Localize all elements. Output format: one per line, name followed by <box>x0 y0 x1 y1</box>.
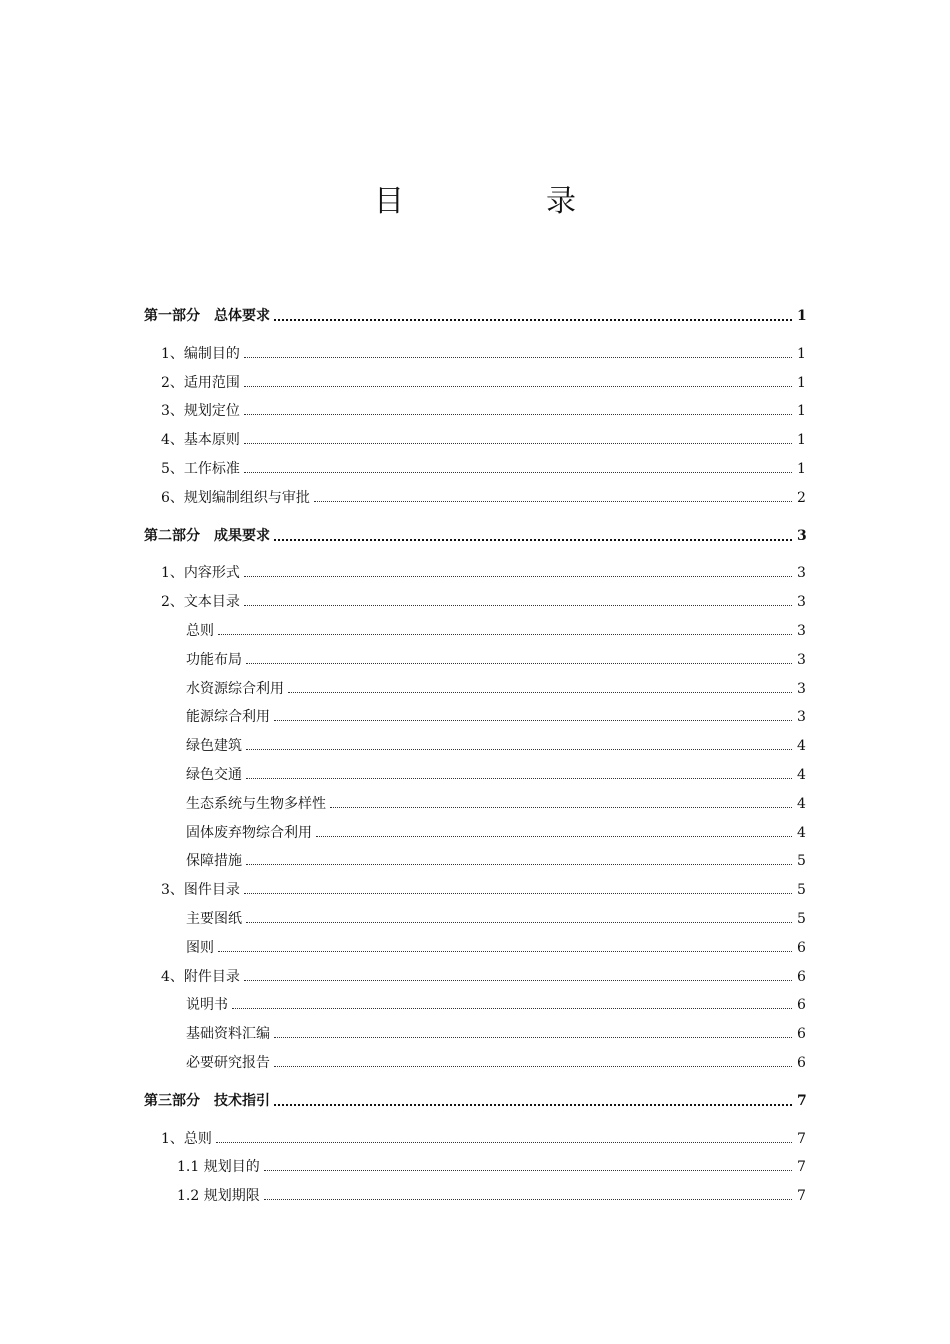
toc-entry-page: 1 <box>797 308 807 324</box>
leader-dots <box>244 605 792 606</box>
toc-entry-page: 6 <box>797 997 806 1014</box>
toc-entry-page: 3 <box>797 709 806 726</box>
toc-entry-label: 1、内容形式 <box>161 561 240 585</box>
toc-entry[interactable] <box>0 965 950 989</box>
toc-entry-page: 7 <box>797 1092 807 1109</box>
toc-entry[interactable] <box>0 936 950 960</box>
toc-entry-page: 1 <box>797 403 806 420</box>
toc-entry[interactable] <box>0 993 950 1017</box>
leader-dots <box>274 1104 792 1106</box>
toc-entry-label: 保障措施 <box>186 849 242 873</box>
leader-dots <box>246 749 792 750</box>
toc-entry-label: 4、基本原则 <box>161 428 240 452</box>
toc-entry-page: 6 <box>797 1026 806 1043</box>
toc-entry-page: 3 <box>797 565 806 582</box>
leader-dots <box>246 864 792 865</box>
toc-entry[interactable] <box>0 371 950 395</box>
toc-entry[interactable] <box>0 486 950 510</box>
toc-entry[interactable] <box>0 399 950 423</box>
toc-entry-label: 6、规划编制组织与审批 <box>161 486 310 510</box>
toc-entry[interactable] <box>0 821 950 845</box>
toc-entry[interactable] <box>0 457 950 481</box>
toc-entry[interactable] <box>0 1184 950 1208</box>
toc-entry-label: 功能布局 <box>186 648 242 672</box>
toc-entry[interactable] <box>0 1089 950 1113</box>
toc-entry[interactable] <box>0 590 950 614</box>
leader-dots <box>246 663 792 664</box>
toc-entry-page: 3 <box>797 623 806 639</box>
toc-entry-page: 5 <box>797 853 806 870</box>
leader-dots <box>218 634 792 635</box>
toc-entry-label: 必要研究报告 <box>186 1051 270 1075</box>
toc-entry-page: 1 <box>797 345 806 362</box>
leader-dots <box>244 472 792 473</box>
toc-entry[interactable] <box>0 907 950 931</box>
toc-entry-label: 能源综合利用 <box>186 705 270 729</box>
leader-dots <box>244 357 792 358</box>
toc-entry[interactable] <box>0 1022 950 1046</box>
toc-entry-label: 基础资料汇编 <box>186 1022 270 1046</box>
toc-entry-label: 4、附件目录 <box>161 965 240 989</box>
leader-dots <box>274 1037 792 1038</box>
toc-entry[interactable] <box>0 734 950 758</box>
toc-entry-label: 生态系统与生物多样性 <box>186 792 326 816</box>
toc-entry-label: 说明书 <box>186 993 228 1017</box>
toc-entry-label: 1、总则 <box>161 1127 212 1151</box>
leader-dots <box>314 501 792 502</box>
leader-dots <box>274 539 792 541</box>
toc-entry-label: 第三部分 技术指引 <box>144 1089 270 1113</box>
leader-dots <box>274 319 792 321</box>
toc-entry[interactable] <box>0 1155 950 1179</box>
toc-entry[interactable] <box>0 648 950 672</box>
toc-entry-label: 5、工作标准 <box>161 457 240 481</box>
toc-entry-page: 4 <box>797 738 806 755</box>
leader-dots <box>246 922 792 923</box>
toc-entry-page: 6 <box>797 939 806 956</box>
toc-entry-label: 图则 <box>186 936 214 960</box>
leader-dots <box>274 1066 792 1067</box>
toc-entry-label: 3、图件目录 <box>161 878 240 902</box>
toc-entry[interactable] <box>0 1127 950 1151</box>
toc-entry-page: 6 <box>797 1055 806 1071</box>
toc-entry[interactable] <box>0 705 950 729</box>
toc-entry[interactable] <box>0 342 950 366</box>
toc-entry-page: 5 <box>797 882 806 899</box>
toc-entry-label: 2、适用范围 <box>161 371 240 395</box>
toc-entry-label: 水资源综合利用 <box>186 677 284 701</box>
toc-entry[interactable] <box>0 304 950 328</box>
leader-dots <box>244 414 792 415</box>
toc-entry-page: 3 <box>797 680 806 697</box>
toc-entry-label: 第二部分 成果要求 <box>144 524 270 548</box>
toc-entry-page: 1 <box>797 461 806 477</box>
toc-entry-label: 绿色交通 <box>186 763 242 787</box>
toc-entry-label: 1、编制目的 <box>161 342 240 366</box>
toc-entry-page: 1 <box>797 374 806 391</box>
toc-entry-page: 7 <box>797 1130 806 1147</box>
toc-entry-page: 2 <box>797 489 806 506</box>
leader-dots <box>232 1008 792 1009</box>
leader-dots <box>288 692 792 693</box>
toc-entry[interactable] <box>0 561 950 585</box>
leader-dots <box>264 1170 792 1171</box>
leader-dots <box>244 893 792 894</box>
toc-entry[interactable] <box>0 1051 950 1075</box>
toc-entry[interactable] <box>0 428 950 452</box>
toc-entry-label: 总则 <box>186 619 214 643</box>
toc-entry[interactable] <box>0 524 950 548</box>
leader-dots <box>274 720 792 721</box>
toc-entry-label: 3、规划定位 <box>161 399 240 423</box>
toc-entry-page: 6 <box>797 968 806 985</box>
toc-entry-page: 1 <box>797 432 806 449</box>
toc-entry[interactable] <box>0 878 950 902</box>
toc-entry[interactable] <box>0 677 950 701</box>
leader-dots <box>246 778 792 779</box>
page-title: 目 录 <box>374 184 632 219</box>
leader-dots <box>244 443 792 444</box>
toc-entry-label: 2、文本目录 <box>161 590 240 614</box>
toc-entry-page: 7 <box>797 1188 806 1205</box>
toc-entry-page: 3 <box>797 527 807 544</box>
leader-dots <box>330 807 792 808</box>
leader-dots <box>218 951 792 952</box>
toc-entry-page: 7 <box>797 1159 806 1176</box>
leader-dots <box>216 1142 792 1143</box>
toc-entry-label: 主要图纸 <box>186 907 242 931</box>
leader-dots <box>244 980 792 981</box>
leader-dots <box>316 836 792 837</box>
toc-entry-label: 绿色建筑 <box>186 734 242 758</box>
toc-entry[interactable] <box>0 619 950 643</box>
toc-entry-page: 5 <box>797 911 806 927</box>
toc-entry-page: 4 <box>797 824 806 841</box>
leader-dots <box>244 386 792 387</box>
toc-entry-label: 固体废弃物综合利用 <box>186 821 312 845</box>
toc-entry-label: 第一部分 总体要求 <box>144 304 270 328</box>
toc-entry[interactable] <box>0 849 950 873</box>
leader-dots <box>264 1199 792 1200</box>
toc-entry[interactable] <box>0 792 950 816</box>
toc-entry-label: 1.1 规划目的 <box>177 1155 260 1179</box>
toc-entry-label: 1.2 规划期限 <box>177 1184 260 1208</box>
toc-entry-page: 3 <box>797 651 806 668</box>
toc-entry-page: 3 <box>797 594 806 611</box>
toc-entry-page: 4 <box>797 767 806 783</box>
toc-entry[interactable] <box>0 763 950 787</box>
toc-entry-page: 4 <box>797 795 806 812</box>
leader-dots <box>244 576 792 577</box>
